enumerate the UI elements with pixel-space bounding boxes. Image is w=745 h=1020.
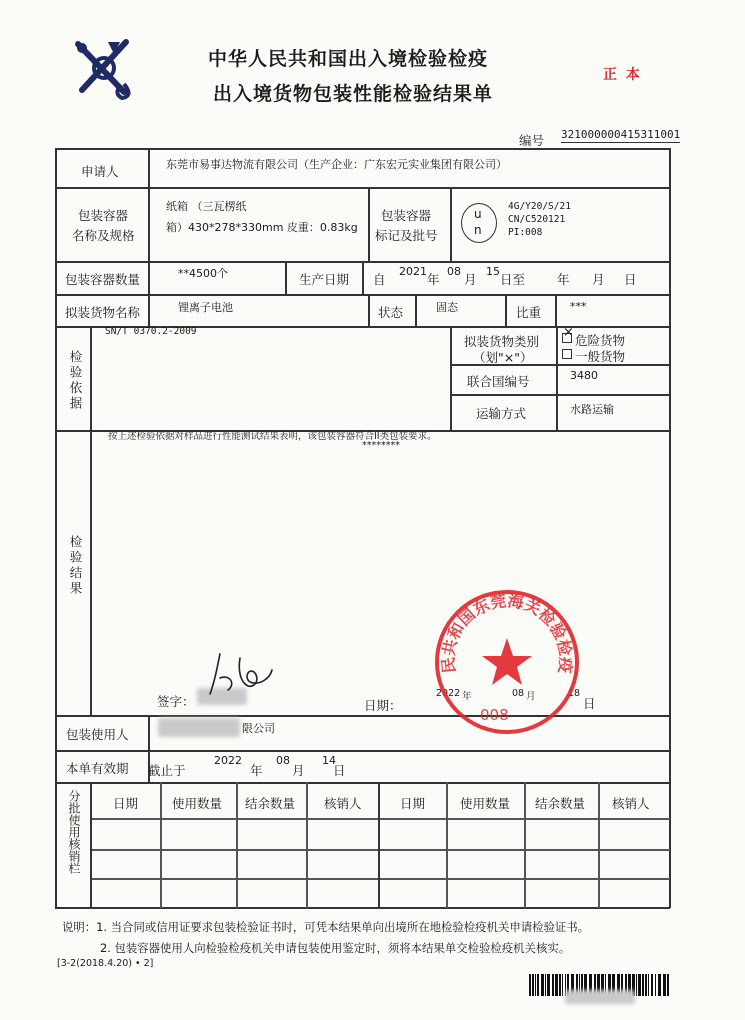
production-day-unit: 日至 [500,272,526,287]
category-label-line2: （划"×"） [473,350,533,365]
user-label: 包装使用人 [66,727,129,742]
note-line-2: 2. 包装容器使用人向检验检疫机关申请包装使用鉴定时，须将本结果单交检验检疫机关核实。 [100,941,571,955]
production-date-label: 生产日期 [299,272,350,287]
result-date-year-unit: 年 [462,691,472,702]
basis-standard: SN/T 0370.2-2009 [105,326,197,337]
validity-prefix: 截止于 [148,763,186,778]
production-month-unit: 月 [464,272,477,287]
container-mark-label-line2: 标记及批号 [375,228,438,243]
un-number-label: 联合国编号 [467,374,530,389]
seal-text: 民共和国东莞海关检验检疫 [438,591,576,675]
validity-year: 2022 [214,754,242,767]
container-desc-line2: 箱）430*278*330mm 皮重：0.83kg [166,221,358,234]
copy-mark: 正 本 [603,67,642,83]
production-year: 2021 [399,265,427,278]
goods-value: 锂离子电池 [178,301,233,314]
official-seal [432,588,582,736]
production-date-from: 自 [373,272,386,287]
applicant-label: 申请人 [81,164,119,179]
transport-label: 运输方式 [476,406,527,421]
dangerous-goods-option: 危险货物 [575,333,626,348]
validity-label: 本单有效期 [66,761,129,776]
handwritten-signature [200,648,280,698]
state-value: 固态 [436,301,458,314]
container-label-line1: 包装容器 [78,208,129,223]
general-goods-option: 一般货物 [575,349,626,364]
result-date-label: 日期： [364,698,402,713]
production-to-month-unit: 月 [592,272,605,287]
category-label-line1: 拟装货物类别 [464,334,540,349]
applicant-value: 东莞市易事达物流有限公司（生产企业：广东宏元实业集团有限公司） [166,158,507,171]
redacted-barcode-number [565,990,635,1004]
production-to-year-unit: 年 [557,272,570,287]
result-stars: ******** [362,440,400,451]
batch-header-used-2: 使用数量 [460,796,511,811]
batch-header-balance-2: 结余数量 [535,796,586,811]
result-text: 按上述检验依据对样品进行性能测试结果表明，该包装容器符合II类包装要求。 [108,431,437,442]
validity-year-unit: 年 [250,763,263,778]
batch-header-used-1: 使用数量 [172,796,223,811]
production-month: 08 [447,265,461,278]
result-label: 检验结果 [68,535,83,597]
container-mark-line-3: PI:008 [508,227,543,238]
redacted-user-name [158,718,240,737]
general-goods-checkbox[interactable] [562,349,572,359]
doc-title-line1: 中华人民共和国出入境检验检疫 [208,48,489,70]
un-symbol-top-letter: u [474,207,482,221]
result-date-year: 2022 [436,688,461,699]
seal-star-icon [482,638,532,685]
note-line-1: 说明：1. 当合同或信用证要求包装检验证书时，可凭本结果单向出境所在地检验检疫机关申请检验证书。 [62,920,590,934]
specific-gravity-label: 比重 [516,305,542,320]
quantity-label: 包装容器数量 [65,272,141,287]
doc-title-line2: 出入境货物包装性能检验结果单 [213,83,494,105]
batch-label: 分批使用核销栏 [67,790,81,874]
goods-label: 拟装货物名称 [65,305,141,320]
container-mark-line-2: CN/C520121 [508,214,566,225]
state-label: 状态 [378,305,404,320]
batch-header-verifier-2: 核销人 [612,796,650,811]
form-code: [3-2(2018.4.20) • 2] [57,958,154,969]
basis-label: 检验依据 [68,350,83,412]
container-mark-line-1: 4G/Y20/S/21 [508,201,571,212]
user-value-suffix: 限公司 [242,722,275,735]
container-label-line2: 名称及规格 [72,228,135,243]
sign-label: 签字： [157,694,195,709]
transport-value: 水路运输 [570,403,614,416]
batch-header-balance-1: 结余数量 [245,796,296,811]
production-to-day-unit: 日 [624,272,637,287]
result-date-month-unit: 月 [526,691,536,702]
un-number-value: 3480 [570,369,598,382]
validity-month-unit: 月 [292,763,305,778]
container-mark-label-line1: 包装容器 [381,208,432,223]
production-day: 15 [486,265,500,278]
specific-gravity-value: *** [570,300,587,313]
result-date-day-unit: 日 [583,696,596,711]
ciq-emblem-icon [68,34,140,102]
serial-value: 321000000415311001 [561,128,681,141]
un-packaging-symbol-icon [461,203,497,243]
seal-number: 008 [480,706,509,724]
production-year-unit: 年 [427,272,440,287]
container-desc-line1: 纸箱 （三瓦楞纸 [166,200,247,213]
batch-header-date-2: 日期 [400,796,426,811]
batch-header-verifier-1: 核销人 [324,796,362,811]
batch-header-date-1: 日期 [113,796,139,811]
validity-day-unit: 日 [333,763,346,778]
result-date-month: 08 [512,688,525,699]
result-date-day: 18 [568,688,581,699]
dangerous-goods-check-mark: × [563,325,574,340]
validity-month: 08 [276,754,290,767]
validity-day: 14 [322,754,336,767]
serial-label: 编号 [519,133,545,148]
un-symbol-bottom-letter: n [474,223,482,237]
quantity-value: **4500个 [178,267,228,280]
